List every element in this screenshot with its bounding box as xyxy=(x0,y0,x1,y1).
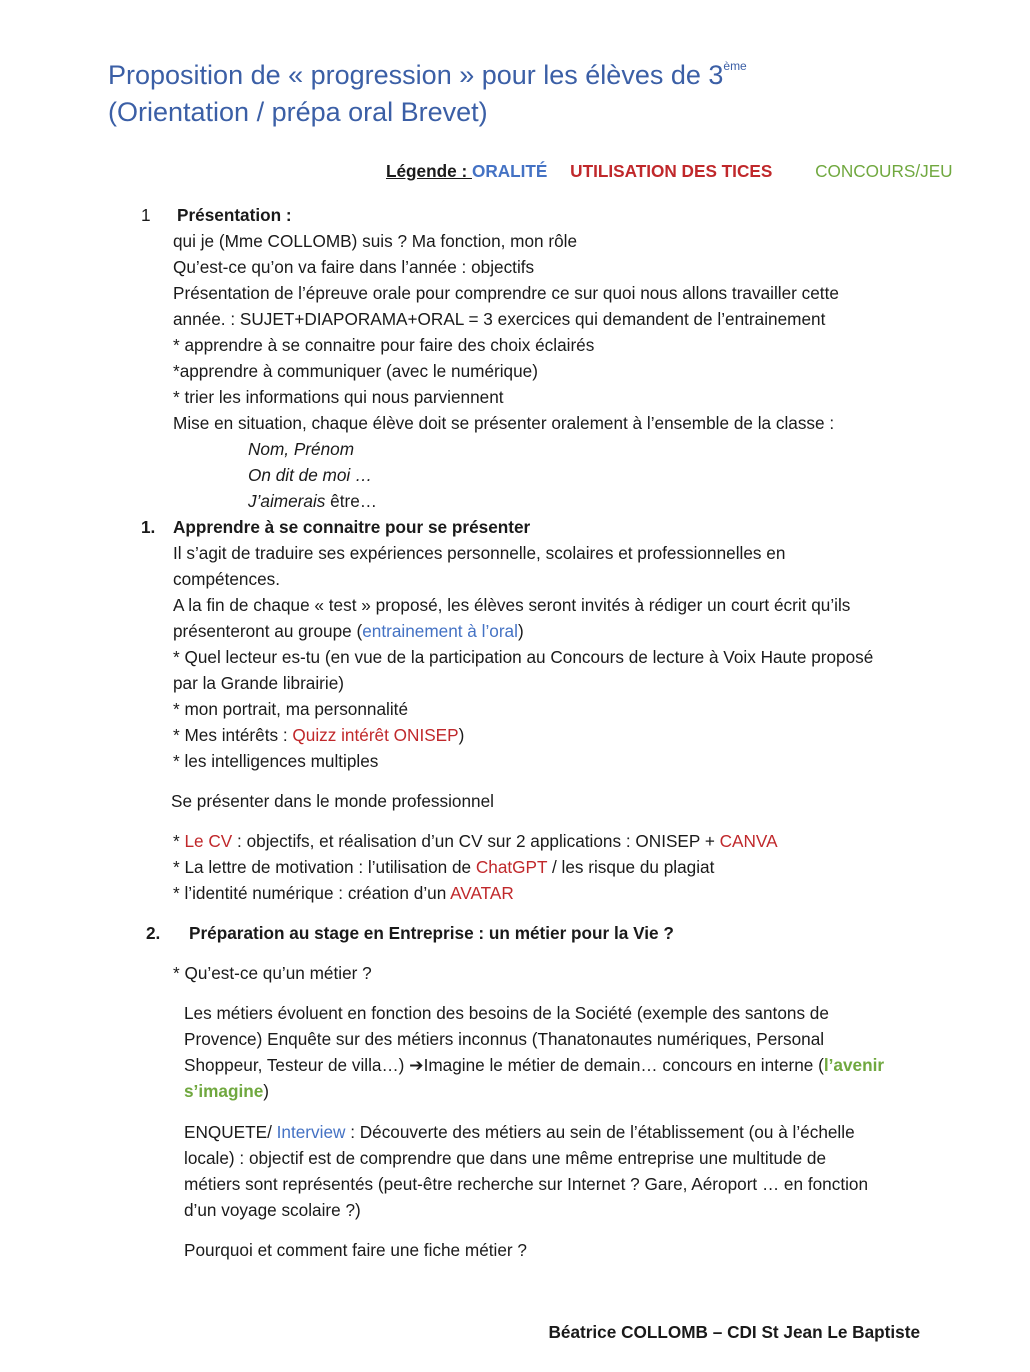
section-1-line: Présentation de l’épreuve orale pour comprendre ce sur quoi nous allons travailler cette xyxy=(173,283,839,303)
oral-line-text: présenteront au groupe ( xyxy=(173,621,363,641)
para1-line-4 xyxy=(184,1078,269,1104)
title-superscript: ème xyxy=(723,59,747,73)
section-2-interets xyxy=(173,722,464,748)
section-2-intelligences: * les intelligences multiples xyxy=(173,751,379,771)
section-1-line: Qu’est-ce qu’on va faire dans l’année : objectifs xyxy=(173,257,535,277)
footer-author: Béatrice COLLOMB – CDI St Jean Le Baptiste xyxy=(548,1322,920,1342)
oral-training-label: entrainement à l’oral xyxy=(362,621,518,641)
intro-item-aimerais-verb: J’aimerais xyxy=(248,491,326,511)
para1-line-1: Les métiers évoluent en fonction des besoins de la Société (exemple des santons de xyxy=(184,1003,829,1023)
pro-heading: Se présenter dans le monde professionnel xyxy=(171,791,494,811)
cv-bullet: * xyxy=(173,831,185,851)
cv-line xyxy=(173,828,778,854)
legend-oralite: ORALITÉ xyxy=(471,161,548,181)
section-2-portrait: * mon portrait, ma personnalité xyxy=(173,699,409,719)
interets-text: * Mes intérêts : xyxy=(173,725,293,745)
lettre-line xyxy=(173,854,714,880)
cv-label: Le CV xyxy=(184,831,233,851)
avenir-label-1: l’avenir xyxy=(823,1055,885,1075)
section-1-heading: Présentation : xyxy=(177,205,292,225)
lettre-rest: / les risque du plagiat xyxy=(547,857,715,877)
legend-concours: CONCOURS/JEU xyxy=(815,161,953,181)
intro-item-aimerais-rest: être… xyxy=(325,491,377,511)
page-title xyxy=(108,48,747,131)
cv-text: : objectifs, et réalisation d’un CV sur 2 applications : ONISEP + xyxy=(232,831,720,851)
section-3-question: * Qu’est-ce qu’un métier ? xyxy=(173,963,372,983)
title-line-2: (Orientation / prépa oral Brevet) xyxy=(108,97,488,127)
interets-close: ) xyxy=(458,725,465,745)
para1-text-mid: Imagine le métier de demain… concours en interne ( xyxy=(423,1055,824,1075)
lettre-text: * La lettre de motivation : l’utilisation de xyxy=(173,857,476,877)
section-2-oral-line xyxy=(173,618,524,644)
canva-label: CANVA xyxy=(719,831,778,851)
section-1-line: qui je (Mme COLLOMB) suis ? Ma fonction, mon rôle xyxy=(173,231,578,251)
section-1-line: * trier les informations qui nous parviennent xyxy=(173,387,504,407)
interview-label: Interview xyxy=(276,1122,346,1142)
section-3-number: 2. xyxy=(146,923,161,943)
section-1-line: * apprendre à se connaitre pour faire des choix éclairés xyxy=(173,335,595,355)
intro-item-aimerais xyxy=(248,488,377,514)
para2-text-rest: : Découverte des métiers au sein de l’établissement (ou à l’échelle xyxy=(345,1122,855,1142)
para2-text: ENQUETE/ xyxy=(184,1122,277,1142)
para2-line-1 xyxy=(184,1119,855,1145)
fiche-metier-line: Pourquoi et comment faire une fiche métier ? xyxy=(184,1240,527,1260)
section-1-line: Mise en situation, chaque élève doit se présenter oralement à l’ensemble de la classe : xyxy=(173,413,835,433)
section-1-number: 1 xyxy=(141,205,151,225)
para2-line-3: métiers sont représentés (peut-être recherche sur Internet ? Gare, Aéroport … en fonction xyxy=(184,1174,869,1194)
section-1-line: année. : SUJET+DIAPORAMA+ORAL = 3 exercices qui demandent de l’entrainement xyxy=(173,309,826,329)
section-3-heading: Préparation au stage en Entreprise : un métier pour la Vie ? xyxy=(189,923,674,943)
section-2-lecteur-line-1: * Quel lecteur es-tu (en vue de la participation au Concours de lecture à Voix Haute proposé xyxy=(173,647,874,667)
section-2-heading: Apprendre à se connaitre pour se présenter xyxy=(173,517,531,537)
avatar-label: AVATAR xyxy=(450,883,514,903)
oral-line-close: ) xyxy=(517,621,524,641)
section-2-lecteur-line-2: par la Grande librairie) xyxy=(173,673,344,693)
section-2-line: compétences. xyxy=(173,569,281,589)
chatgpt-label: ChatGPT xyxy=(475,857,548,877)
arrow-right-icon: ➔ xyxy=(409,1055,424,1075)
legend xyxy=(386,161,953,182)
avenir-label-2: s’imagine xyxy=(184,1081,264,1101)
section-2-line: A la fin de chaque « test » proposé, les élèves seront invités à rédiger un court écrit qu’ils xyxy=(173,595,851,615)
legend-tices: UTILISATION DES TICES xyxy=(570,161,773,181)
identite-text: * l’identité numérique : création d’un xyxy=(173,883,451,903)
legend-label: Légende : xyxy=(386,161,472,181)
identite-line xyxy=(173,880,514,906)
title-line-1: Proposition de « progression » pour les élèves de 3 xyxy=(108,60,724,90)
para2-line-4: d’un voyage scolaire ?) xyxy=(184,1200,361,1220)
para2-line-2: locale) : objectif est de comprendre que dans une même entreprise une multitude de xyxy=(184,1148,827,1168)
para1-close: ) xyxy=(263,1081,270,1101)
para1-line-2: Provence) Enquête sur des métiers inconnus (Thanatonautes numériques, Personal xyxy=(184,1029,825,1049)
section-2-line: Il s’agit de traduire ses expériences personnelle, scolaires et professionnelles en xyxy=(173,543,786,563)
section-1-line: *apprendre à communiquer (avec le numérique) xyxy=(173,361,538,381)
para1-line-3 xyxy=(184,1052,884,1078)
intro-item-name: Nom, Prénom xyxy=(248,439,355,459)
intro-item-on-dit: On dit de moi … xyxy=(248,465,373,485)
quizz-onisep-label: Quizz intérêt ONISEP xyxy=(292,725,459,745)
para1-text: Shoppeur, Testeur de villa…) xyxy=(184,1055,410,1075)
section-2-number: 1. xyxy=(141,517,156,537)
